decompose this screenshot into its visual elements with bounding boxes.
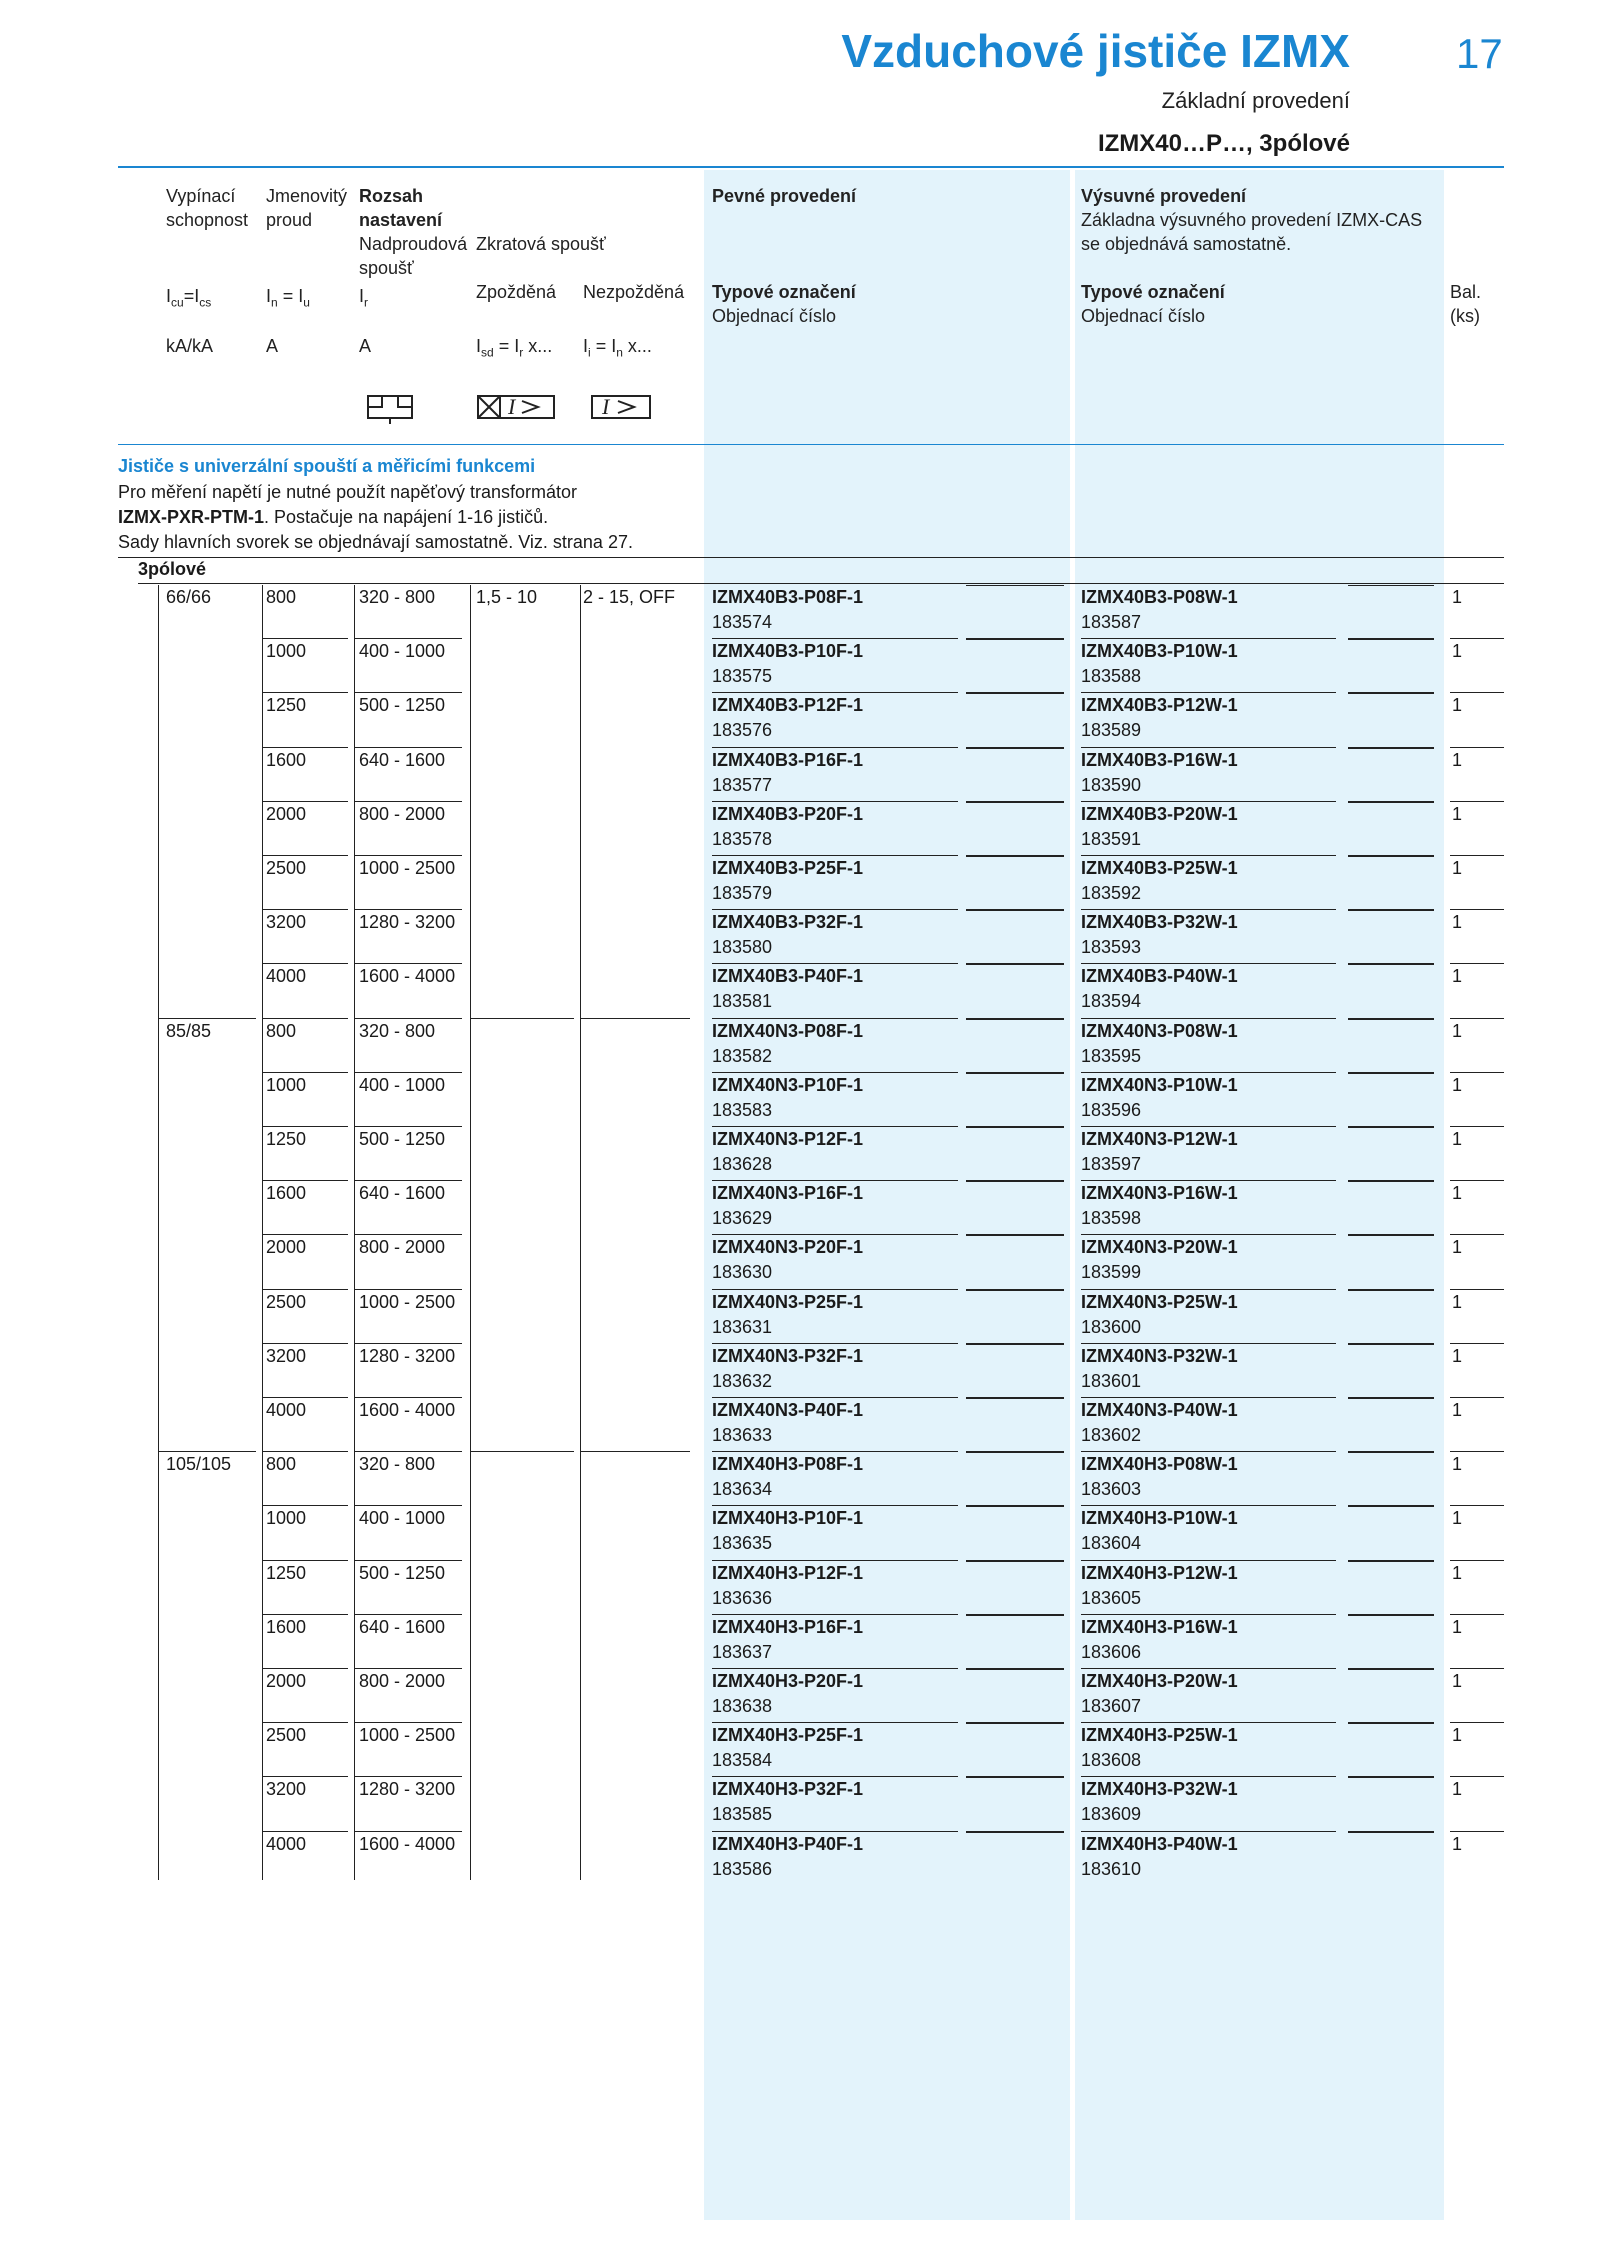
section-title: Jističe s univerzální spouští a měřicími funkcemi <box>118 456 536 476</box>
fixed-order-number: 183581 <box>712 991 773 1012</box>
type-rule <box>966 1506 1064 1507</box>
cell-in: 800 <box>266 1020 297 1041</box>
fixed-type: IZMX40B3-P12F-1 <box>712 695 864 716</box>
sym-icu-ics: $I_{cu}=I_{cs}$ <box>166 286 212 310</box>
col-rated-current <box>266 184 347 232</box>
drawout-type: IZMX40H3-P12W-1 <box>1081 1562 1238 1583</box>
drawout-order-number: 183593 <box>1081 937 1142 958</box>
drawout-type: IZMX40H3-P20W-1 <box>1081 1671 1238 1691</box>
cell-in: 1000 <box>266 1508 307 1529</box>
unit-isd: $I_{sd} = I_r$ x... <box>476 336 553 360</box>
type-rule <box>966 910 1064 911</box>
type-rule <box>1348 910 1434 911</box>
col-overload-l1: Nadproudová <box>359 234 468 254</box>
drawout-order-number: 183595 <box>1081 1045 1142 1066</box>
column-rule <box>262 585 263 1880</box>
type-rule <box>1348 856 1434 857</box>
col-fixed-title: Pevné provedení <box>712 186 857 206</box>
fixed-type: IZMX40B3-P10F-1 <box>712 641 864 662</box>
col-setting-range-l1: Rozsah <box>359 186 424 206</box>
cell-in: 2000 <box>266 1237 307 1258</box>
fixed-order-number: 183574 <box>712 612 773 632</box>
type-rule <box>966 1832 1064 1833</box>
unit-ii-suffix: x... <box>622 336 652 356</box>
type-rule <box>966 585 1064 586</box>
pack-qty: 1 <box>1452 1725 1463 1746</box>
col-instant: Nezpožděná <box>583 282 685 302</box>
pack-qty: 1 <box>1452 695 1463 716</box>
drawout-type: IZMX40B3-P12W-1 <box>1081 695 1238 716</box>
fixed-type: IZMX40B3-P25F-1 <box>712 858 864 878</box>
pack-qty: 1 <box>1452 1671 1463 1691</box>
pack-qty: 1 <box>1452 1291 1463 1312</box>
drawout-type: IZMX40H3-P40W-1 <box>1081 1833 1238 1854</box>
fixed-type: IZMX40N3-P32F-1 <box>712 1345 864 1366</box>
section-note-bold: IZMX-PXR-PTM-1 <box>118 507 264 527</box>
pack-qty: 1 <box>1452 1183 1463 1204</box>
unit-in: A <box>266 336 279 356</box>
cell-in: 1250 <box>266 1129 307 1149</box>
fixed-type: IZMX40H3-P25F-1 <box>712 1725 864 1746</box>
drawout-order-number: 183601 <box>1081 1370 1142 1391</box>
row-divider <box>580 1451 690 1452</box>
type-rule <box>1348 748 1434 749</box>
col-drawout-note-l2: se objednává samostatně. <box>1081 234 1292 254</box>
section-note-rest: . Postačuje na napájení 1-16 jističů. <box>264 507 549 527</box>
pack-qty: 1 <box>1452 641 1463 662</box>
column-rule <box>158 585 159 1880</box>
drawout-order-number: 183589 <box>1081 720 1142 741</box>
column-rule <box>354 585 355 1880</box>
drawout-type: IZMX40N3-P12W-1 <box>1081 1129 1238 1149</box>
type-rule <box>966 1344 1064 1345</box>
cell-ir: 1280 - 3200 <box>359 1779 456 1800</box>
drawout-order-number: 183594 <box>1081 991 1142 1012</box>
col-rated-current-l1: Jmenovitý <box>266 186 348 206</box>
drawout-order-number: 183598 <box>1081 1208 1142 1229</box>
fixed-order-number: 183632 <box>712 1370 773 1391</box>
type-rule <box>966 1615 1064 1616</box>
col-pack-l2: (ks) <box>1450 306 1480 326</box>
drawout-type: IZMX40B3-P10W-1 <box>1081 641 1238 662</box>
drawout-type: IZMX40N3-P25W-1 <box>1081 1291 1238 1312</box>
drawout-order-number: 183605 <box>1081 1587 1142 1608</box>
cell-in: 4000 <box>266 966 307 987</box>
drawout-order-number: 183609 <box>1081 1804 1142 1825</box>
drawout-order-number: 183591 <box>1081 828 1142 849</box>
type-rule <box>966 1452 1064 1453</box>
fixed-order-number: 183629 <box>712 1208 773 1229</box>
fixed-order-number: 183576 <box>712 720 773 741</box>
delayed-short-circuit-icon <box>476 390 556 424</box>
fixed-order-number: 183584 <box>712 1750 773 1771</box>
drawout-type: IZMX40B3-P40W-1 <box>1081 966 1238 987</box>
fixed-order-number: 183585 <box>712 1804 773 1825</box>
drawout-order-number: 183604 <box>1081 1533 1142 1554</box>
cell-ir: 1600 - 4000 <box>359 966 456 987</box>
cell-ir: 1280 - 3200 <box>359 1345 456 1366</box>
pack-qty: 1 <box>1452 912 1463 933</box>
col-fixed-order-label: Objednací číslo <box>712 306 837 326</box>
type-rule <box>966 693 1064 694</box>
drawout-order-number: 183592 <box>1081 883 1142 903</box>
type-rule <box>1348 1019 1434 1020</box>
cell-in: 1600 <box>266 1183 307 1204</box>
row-divider <box>470 1451 574 1452</box>
fixed-order-number: 183631 <box>712 1316 773 1337</box>
drawout-type: IZMX40H3-P10W-1 <box>1081 1508 1238 1529</box>
drawout-type: IZMX40N3-P08W-1 <box>1081 1020 1238 1041</box>
type-rule <box>1348 1127 1434 1128</box>
col-pack-l1: Bal. <box>1450 282 1482 302</box>
svg-text:I: I <box>602 394 610 419</box>
drawout-order-number: 183600 <box>1081 1316 1142 1337</box>
fixed-order-number: 183637 <box>712 1641 773 1662</box>
col-pack <box>1450 280 1481 328</box>
col-setting-range-l2: nastavení <box>359 210 443 230</box>
drawout-order-number: 183607 <box>1081 1696 1142 1716</box>
type-rule <box>966 964 1064 965</box>
cell-in: 1000 <box>266 1074 307 1095</box>
cell-in: 1000 <box>266 641 307 662</box>
unit-icu: kA/kA <box>166 336 214 356</box>
pack-qty: 1 <box>1452 1833 1463 1854</box>
col-drawout-note-l1: Základna výsuvného provedení IZMX-CAS <box>1081 210 1423 230</box>
cell-in: 3200 <box>266 1779 307 1800</box>
pack-qty: 1 <box>1452 1400 1463 1420</box>
type-rule <box>966 1127 1064 1128</box>
type-rule <box>966 1723 1064 1724</box>
drawout-order-number: 183588 <box>1081 666 1142 687</box>
col-drawout-type-label: Typové označení <box>1081 282 1225 302</box>
type-rule <box>1348 802 1434 803</box>
cell-ir: 640 - 1600 <box>359 749 446 770</box>
drawout-type: IZMX40B3-P08W-1 <box>1081 587 1238 607</box>
cell-in: 2000 <box>266 1671 307 1691</box>
cell-in: 3200 <box>266 912 307 933</box>
page-subtitle: Základní provedení <box>1161 88 1350 113</box>
type-rule <box>1348 1506 1434 1507</box>
fixed-type: IZMX40B3-P20F-1 <box>712 803 864 824</box>
col-breaking-capacity <box>166 184 248 232</box>
cell-ir: 640 - 1600 <box>359 1616 446 1637</box>
col-short-circuit: Zkratová spoušť <box>476 234 606 254</box>
type-rule <box>1348 693 1434 694</box>
drawout-type: IZMX40B3-P16W-1 <box>1081 749 1238 770</box>
fixed-order-number: 183630 <box>712 1262 773 1283</box>
fixed-type: IZMX40H3-P40F-1 <box>712 1833 864 1854</box>
fixed-type: IZMX40B3-P16F-1 <box>712 749 864 770</box>
fixed-type: IZMX40H3-P10F-1 <box>712 1508 864 1529</box>
drawout-type: IZMX40H3-P32W-1 <box>1081 1779 1238 1800</box>
unit-ii: $I_i = I_n$ x... <box>583 336 652 360</box>
cell-ir: 800 - 2000 <box>359 1671 446 1691</box>
page-number: 17 <box>1456 30 1503 77</box>
fixed-order-number: 183579 <box>712 883 773 903</box>
type-rule <box>1348 1669 1434 1670</box>
drawout-order-number: 183602 <box>1081 1425 1142 1445</box>
type-rule <box>966 1290 1064 1291</box>
fixed-order-number: 183580 <box>712 937 773 958</box>
type-rule <box>1348 1615 1434 1616</box>
section-note-line-1: Pro měření napětí je nutné použít napěťový transformátor <box>118 482 578 502</box>
row-divider <box>580 1018 690 1019</box>
fixed-order-number: 183633 <box>712 1425 773 1445</box>
type-rule <box>1348 639 1434 640</box>
drawout-order-number: 183596 <box>1081 1099 1142 1120</box>
sym-in-iu: $I_n = I_u$ <box>266 286 310 310</box>
drawout-type: IZMX40B3-P20W-1 <box>1081 803 1238 824</box>
svg-text:I: I <box>508 394 516 419</box>
col-setting-range <box>359 184 467 280</box>
type-rule <box>966 748 1064 749</box>
cell-in: 2500 <box>266 1291 307 1312</box>
drawout-order-number: 183590 <box>1081 774 1142 795</box>
cell-in: 4000 <box>266 1833 307 1854</box>
unit-isd-suffix: x... <box>523 336 553 356</box>
drawout-type: IZMX40N3-P20W-1 <box>1081 1237 1238 1258</box>
type-rule <box>1348 1777 1434 1778</box>
cell-ir: 1000 - 2500 <box>359 858 456 878</box>
fixed-order-number: 183578 <box>712 828 773 849</box>
drawout-type: IZMX40N3-P32W-1 <box>1081 1345 1238 1366</box>
fixed-type: IZMX40H3-P32F-1 <box>712 1779 864 1800</box>
cell-in: 1600 <box>266 1616 307 1637</box>
type-rule <box>1348 1073 1434 1074</box>
cell-ii: 2 - 15, OFF <box>583 587 676 607</box>
pack-qty: 1 <box>1452 1237 1463 1258</box>
col-breaking-capacity-l2: schopnost <box>166 210 249 230</box>
cell-in: 1250 <box>266 1562 307 1583</box>
type-rule <box>966 1398 1064 1399</box>
drawout-order-number: 183608 <box>1081 1750 1142 1771</box>
drawout-type: IZMX40B3-P25W-1 <box>1081 858 1238 878</box>
drawout-order-number: 183610 <box>1081 1858 1142 1879</box>
group-divider <box>138 583 1504 584</box>
drawout-order-number: 183597 <box>1081 1154 1142 1174</box>
type-rule <box>1348 1452 1434 1453</box>
pack-qty: 1 <box>1452 1562 1463 1583</box>
cell-icu: 85/85 <box>166 1020 212 1041</box>
overload-release-icon <box>360 390 420 424</box>
drawout-type: IZMX40H3-P25W-1 <box>1081 1725 1238 1746</box>
fixed-order-number: 183575 <box>712 666 773 687</box>
cell-in: 3200 <box>266 1345 307 1366</box>
section-note-line-2 <box>118 505 633 530</box>
cell-ir: 1280 - 3200 <box>359 912 456 933</box>
cell-isd: 1,5 - 10 <box>476 587 538 607</box>
cell-in: 2500 <box>266 858 307 878</box>
cell-ir: 400 - 1000 <box>359 1074 446 1095</box>
cell-ir: 640 - 1600 <box>359 1183 446 1204</box>
fixed-order-number: 183634 <box>712 1479 773 1500</box>
section-divider <box>118 557 1504 558</box>
fixed-type: IZMX40N3-P12F-1 <box>712 1129 864 1149</box>
type-rule <box>966 802 1064 803</box>
row-divider <box>470 1018 574 1019</box>
pack-qty: 1 <box>1452 1454 1463 1475</box>
group-label: 3pólové <box>138 559 207 579</box>
cell-in: 2000 <box>266 803 307 824</box>
col-drawout-note <box>1081 208 1422 256</box>
col-delayed: Zpožděná <box>476 282 557 302</box>
fixed-type: IZMX40H3-P20F-1 <box>712 1671 864 1691</box>
pack-qty: 1 <box>1452 587 1463 607</box>
col-drawout-title: Výsuvné provedení <box>1081 186 1247 206</box>
cell-ir: 800 - 2000 <box>359 803 446 824</box>
fixed-order-number: 183635 <box>712 1533 773 1554</box>
pack-qty: 1 <box>1452 966 1463 987</box>
pack-qty: 1 <box>1452 1345 1463 1366</box>
model-heading: IZMX40…P…, 3pólové <box>1097 130 1350 157</box>
cell-in: 800 <box>266 587 297 607</box>
fixed-order-number: 183582 <box>712 1045 773 1066</box>
type-rule <box>966 1073 1064 1074</box>
pack-qty: 1 <box>1452 1616 1463 1637</box>
cell-in: 800 <box>266 1454 297 1475</box>
type-rule <box>966 1669 1064 1670</box>
fixed-type: IZMX40N3-P20F-1 <box>712 1237 864 1258</box>
type-rule <box>966 1019 1064 1020</box>
col-rated-current-l2: proud <box>266 210 313 230</box>
drawout-type: IZMX40H3-P16W-1 <box>1081 1616 1238 1637</box>
fixed-type: IZMX40B3-P32F-1 <box>712 912 864 933</box>
fixed-order-number: 183577 <box>712 774 773 795</box>
fixed-type: IZMX40H3-P08F-1 <box>712 1454 864 1475</box>
cell-in: 1600 <box>266 749 307 770</box>
fixed-type: IZMX40N3-P16F-1 <box>712 1183 864 1204</box>
cell-in: 2500 <box>266 1725 307 1746</box>
type-rule <box>1348 1290 1434 1291</box>
drawout-order-number: 183599 <box>1081 1262 1142 1283</box>
col-drawout-order-label: Objednací číslo <box>1081 306 1206 326</box>
header-divider <box>118 444 1504 445</box>
cell-ir: 1000 - 2500 <box>359 1291 456 1312</box>
type-rule <box>966 1777 1064 1778</box>
type-rule <box>1348 585 1434 586</box>
cell-ir: 400 - 1000 <box>359 641 446 662</box>
column-rule <box>580 585 581 1880</box>
cell-icu: 66/66 <box>166 587 212 607</box>
type-rule <box>1348 1832 1434 1833</box>
cell-ir: 500 - 1250 <box>359 1562 446 1583</box>
fixed-type: IZMX40H3-P12F-1 <box>712 1562 864 1583</box>
fixed-order-number: 183586 <box>712 1858 773 1879</box>
fixed-type: IZMX40N3-P40F-1 <box>712 1400 864 1420</box>
cell-ir: 500 - 1250 <box>359 695 446 716</box>
instant-short-circuit-icon <box>590 390 652 424</box>
type-rule <box>966 1561 1064 1562</box>
drawout-type: IZMX40N3-P10W-1 <box>1081 1074 1238 1095</box>
fixed-type: IZMX40N3-P25F-1 <box>712 1291 864 1312</box>
fixed-order-number: 183636 <box>712 1587 773 1608</box>
pack-qty: 1 <box>1452 1129 1463 1149</box>
sym-ir: $I_r$ <box>359 286 369 310</box>
fixed-type: IZMX40B3-P08F-1 <box>712 587 864 607</box>
cell-ir: 1600 - 4000 <box>359 1833 456 1854</box>
type-rule <box>1348 1181 1434 1182</box>
fixed-order-number: 183583 <box>712 1099 773 1120</box>
drawout-type: IZMX40B3-P32W-1 <box>1081 912 1238 933</box>
drawout-order-number: 183603 <box>1081 1479 1142 1500</box>
cell-icu: 105/105 <box>166 1454 232 1475</box>
type-rule <box>1348 964 1434 965</box>
column-rule <box>470 585 471 1880</box>
section-note <box>118 480 633 555</box>
fixed-type: IZMX40B3-P40F-1 <box>712 966 864 987</box>
pack-qty: 1 <box>1452 749 1463 770</box>
pack-qty: 1 <box>1452 1779 1463 1800</box>
fixed-type: IZMX40N3-P08F-1 <box>712 1020 864 1041</box>
fixed-type: IZMX40H3-P16F-1 <box>712 1616 864 1637</box>
cell-ir: 1000 - 2500 <box>359 1725 456 1746</box>
section-note-line-3: Sady hlavních svorek se objednávají samostatně. Viz. strana 27. <box>118 532 633 552</box>
pack-qty: 1 <box>1452 858 1463 878</box>
drawout-type: IZMX40H3-P08W-1 <box>1081 1454 1238 1475</box>
cell-ir: 800 - 2000 <box>359 1237 446 1258</box>
type-rule <box>1348 1398 1434 1399</box>
type-rule <box>966 1235 1064 1236</box>
col-overload-l2: spoušť <box>359 258 414 278</box>
type-rule <box>966 1181 1064 1182</box>
cell-ir: 500 - 1250 <box>359 1129 446 1149</box>
fixed-type: IZMX40N3-P10F-1 <box>712 1074 864 1095</box>
unit-ir: A <box>359 336 372 356</box>
col-fixed-type-label: Typové označení <box>712 282 856 302</box>
pack-qty: 1 <box>1452 1074 1463 1095</box>
cell-ir: 400 - 1000 <box>359 1508 446 1529</box>
cell-in: 1250 <box>266 695 307 716</box>
cell-ir: 320 - 800 <box>359 587 436 607</box>
fixed-order-number: 183638 <box>712 1696 773 1716</box>
pack-qty: 1 <box>1452 1508 1463 1529</box>
drawout-order-number: 183606 <box>1081 1641 1142 1662</box>
drawout-order-number: 183587 <box>1081 612 1142 632</box>
cell-ir: 320 - 800 <box>359 1454 436 1475</box>
type-rule <box>1348 1723 1434 1724</box>
page-title: Vzduchové jističe IZMX <box>841 25 1350 77</box>
cell-ir: 1600 - 4000 <box>359 1400 456 1420</box>
pack-qty: 1 <box>1452 803 1463 824</box>
type-rule <box>1348 1235 1434 1236</box>
cell-in: 4000 <box>266 1400 307 1420</box>
col-breaking-capacity-l1: Vypínací <box>166 186 236 206</box>
top-rule <box>118 166 1504 168</box>
type-rule <box>966 856 1064 857</box>
drawout-type: IZMX40N3-P40W-1 <box>1081 1400 1238 1420</box>
type-rule <box>1348 1561 1434 1562</box>
cell-ir: 320 - 800 <box>359 1020 436 1041</box>
type-rule <box>966 639 1064 640</box>
type-rule <box>1348 1344 1434 1345</box>
pack-qty: 1 <box>1452 1020 1463 1041</box>
fixed-order-number: 183628 <box>712 1154 773 1174</box>
drawout-type: IZMX40N3-P16W-1 <box>1081 1183 1238 1204</box>
